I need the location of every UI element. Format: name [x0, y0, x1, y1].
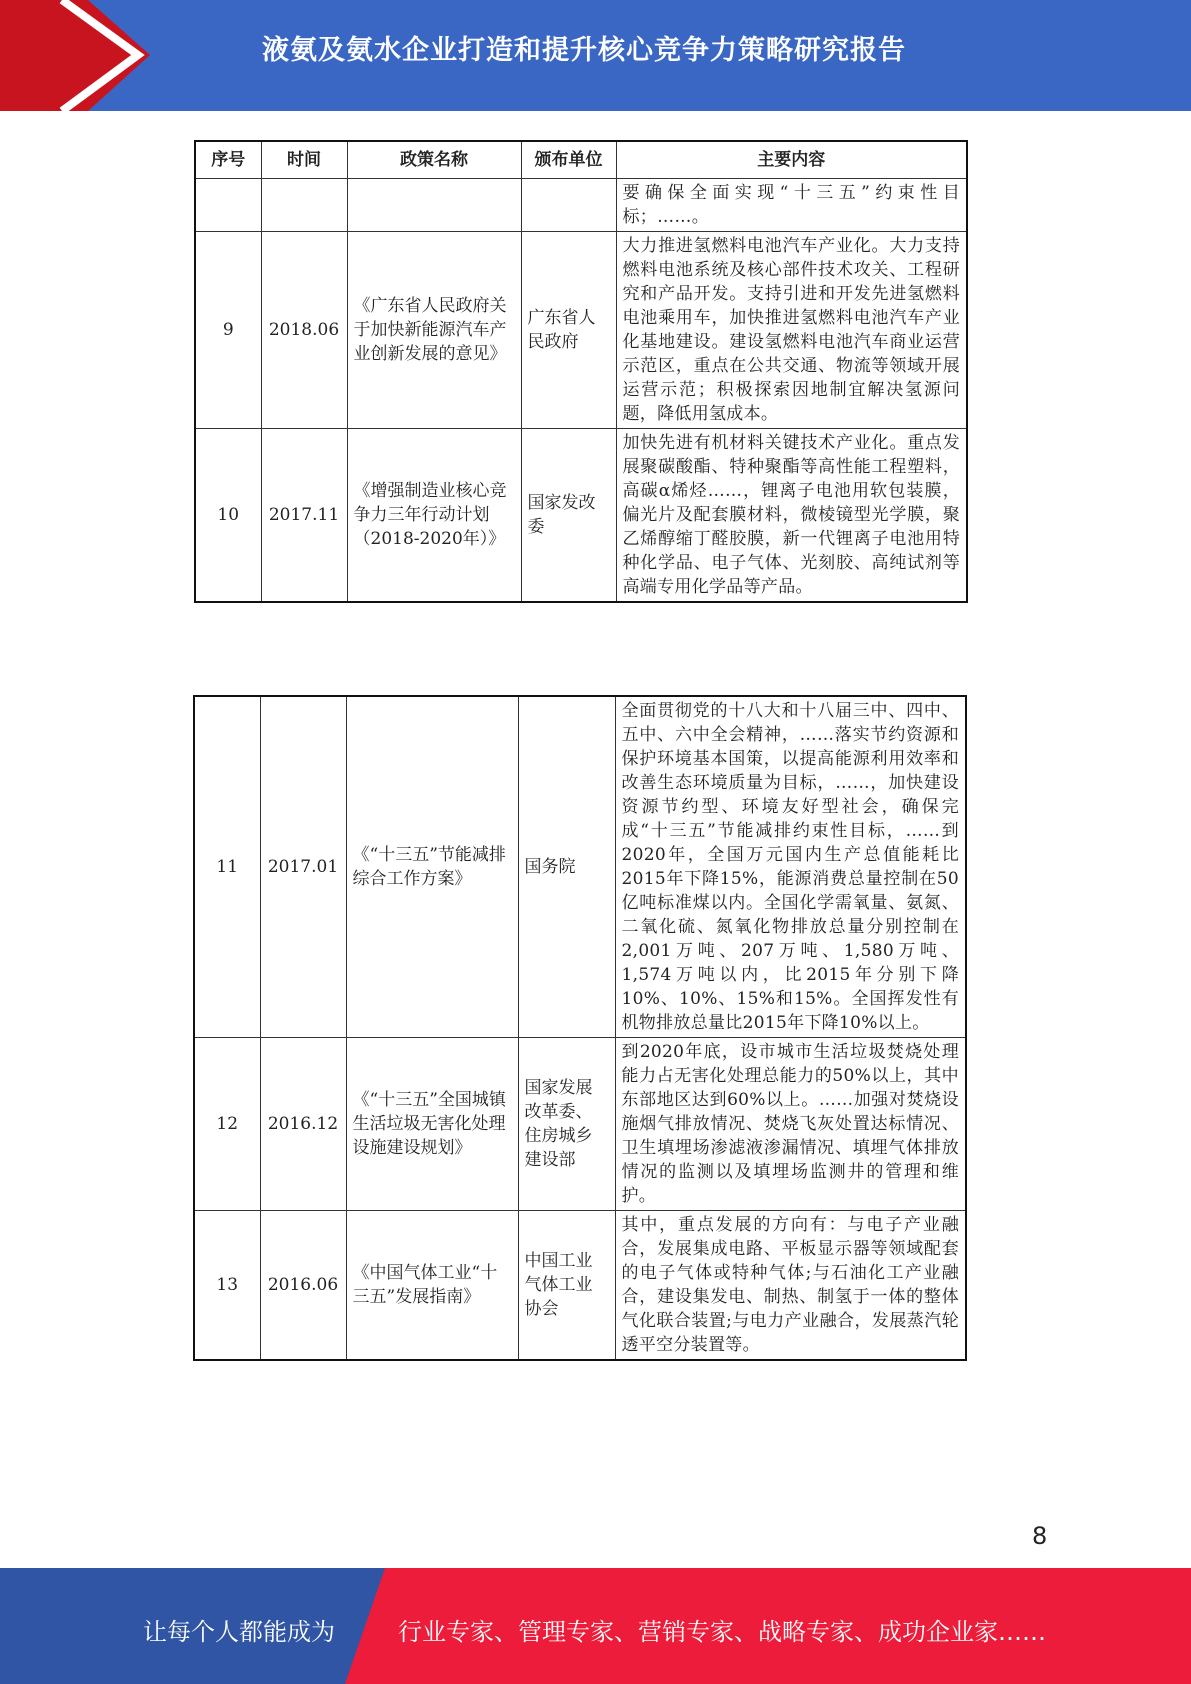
- row-date: 2016.12: [260, 1038, 346, 1211]
- policy-table-part-1: [194, 140, 968, 603]
- header-arrow-decoration: [0, 0, 150, 111]
- page-number: 8: [1032, 1522, 1048, 1550]
- row-date: 2017.01: [260, 696, 346, 1038]
- row-number: 10: [195, 429, 261, 603]
- header-number: 序号: [195, 141, 261, 179]
- row-main-content: 其中，重点发展的方向有：与电子产业融合，发展集成电路、平板显示器等领域配套的电子气体或特种气体;与石油化工产业融合，建设集发电、制热、制氢于一体的整体气化联合装置;与电力产业融合，发展蒸汽轮透平空分装置等。: [615, 1211, 966, 1361]
- row-policy-name: 《中国气体工业“十三五”发展指南》: [346, 1211, 518, 1361]
- row-number: 11: [194, 696, 260, 1038]
- row-date: 2018.06: [261, 232, 347, 429]
- row-issuing-unit: 国务院: [518, 696, 615, 1038]
- row-main-content: 大力推进氢燃料电池汽车产业化。大力支持燃料电池系统及核心部件技术攻关、工程研究和产品开发。支持引进和开发先进氢燃料电池乘用车，加快推进氢燃料电池汽车产业化基地建设。建设氢燃料电池汽车商业运营示范区，重点在公共交通、物流等领域开展运营示范；积极探索因地制宜解决氢源问题，降低用氢成本。: [616, 232, 967, 429]
- footer-slogan-right: 行业专家、管理专家、营销专家、战略专家、成功企业家……: [398, 1618, 1046, 1646]
- row-number: 12: [194, 1038, 260, 1211]
- row-date: 2016.06: [260, 1211, 346, 1361]
- table-header-row: [195, 141, 967, 179]
- row-issuing-unit: 广东省人民政府: [521, 232, 616, 429]
- row-issuing-unit: 中国工业气体工业协会: [518, 1211, 615, 1361]
- policy-table-part-2: [193, 695, 967, 1361]
- header-issuing-unit: 颁布单位: [521, 141, 616, 179]
- header-main-content: 主要内容: [616, 141, 967, 179]
- row-issuing-unit: 国家发展改革委、住房城乡建设部: [518, 1038, 615, 1211]
- table-row: [195, 429, 967, 603]
- row-date: [261, 179, 347, 232]
- table-row: [195, 179, 967, 232]
- row-date: 2017.11: [261, 429, 347, 603]
- row-number: [195, 179, 261, 232]
- header-policy-name: 政策名称: [347, 141, 521, 179]
- table-row: [194, 1211, 966, 1361]
- row-policy-name: 《广东省人民政府关于加快新能源汽车产业创新发展的意见》: [347, 232, 521, 429]
- footer-slogan-left: 让每个人都能成为: [143, 1618, 335, 1646]
- row-policy-name: 《“十三五”节能减排综合工作方案》: [346, 696, 518, 1038]
- report-title: 液氨及氨水企业打造和提升核心竞争力策略研究报告: [262, 35, 906, 66]
- report-header: [0, 0, 1191, 111]
- row-policy-name: 《增强制造业核心竞争力三年行动计划（2018-2020年）》: [347, 429, 521, 603]
- row-issuing-unit: 国家发改委: [521, 429, 616, 603]
- row-issuing-unit: [521, 179, 616, 232]
- row-policy-name: [347, 179, 521, 232]
- table-row: [194, 1038, 966, 1211]
- table-row: [194, 696, 966, 1038]
- table-row: [195, 232, 967, 429]
- report-footer: [0, 1568, 1191, 1684]
- row-main-content: 到2020年底，设市城市生活垃圾焚烧处理能力占无害化处理总能力的50%以上，其中东部地区达到60%以上。……加强对焚烧设施烟气排放情况、焚烧飞灰处置达标情况、卫生填埋场渗滤液渗漏情况、填埋气体排放情况的监测以及填埋场监测井的管理和维护。: [615, 1038, 966, 1211]
- row-main-content: 加快先进有机材料关键技术产业化。重点发展聚碳酸酯、特种聚酯等高性能工程塑料，高碳α烯烃……，锂离子电池用软包装膜，偏光片及配套膜材料，微棱镜型光学膜，聚乙烯醇缩丁醛胶膜，新一代锂离子电池用特种化学品、电子气体、光刻胶、高纯试剂等高端专用化学品等产品。: [616, 429, 967, 603]
- row-main-content: 全面贯彻党的十八大和十八届三中、四中、五中、六中全会精神，……落实节约资源和保护环境基本国策，以提高能源利用效率和改善生态环境质量为目标，……，加快建设资源节约型、环境友好型社会，确保完成“十三五”节能减排约束性目标，……到2020年，全国万元国内生产总值能耗比2015年下降15%，能源消费总量控制在50亿吨标准煤以内。全国化学需氧量、氨氮、二氧化硫、氮氧化物排放总量分别控制在2,001万吨、207万吨、1,580万吨、1,574万吨以内，比2015年分别下降10%、10%、15%和15%。全国挥发性有机物排放总量比2015年下降10%以上。: [615, 696, 966, 1038]
- row-main-content: 要确保全面实现“十三五”约束性目标；……。: [616, 179, 967, 232]
- row-number: 9: [195, 232, 261, 429]
- header-date: 时间: [261, 141, 347, 179]
- row-number: 13: [194, 1211, 260, 1361]
- row-policy-name: 《“十三五”全国城镇生活垃圾无害化处理设施建设规划》: [346, 1038, 518, 1211]
